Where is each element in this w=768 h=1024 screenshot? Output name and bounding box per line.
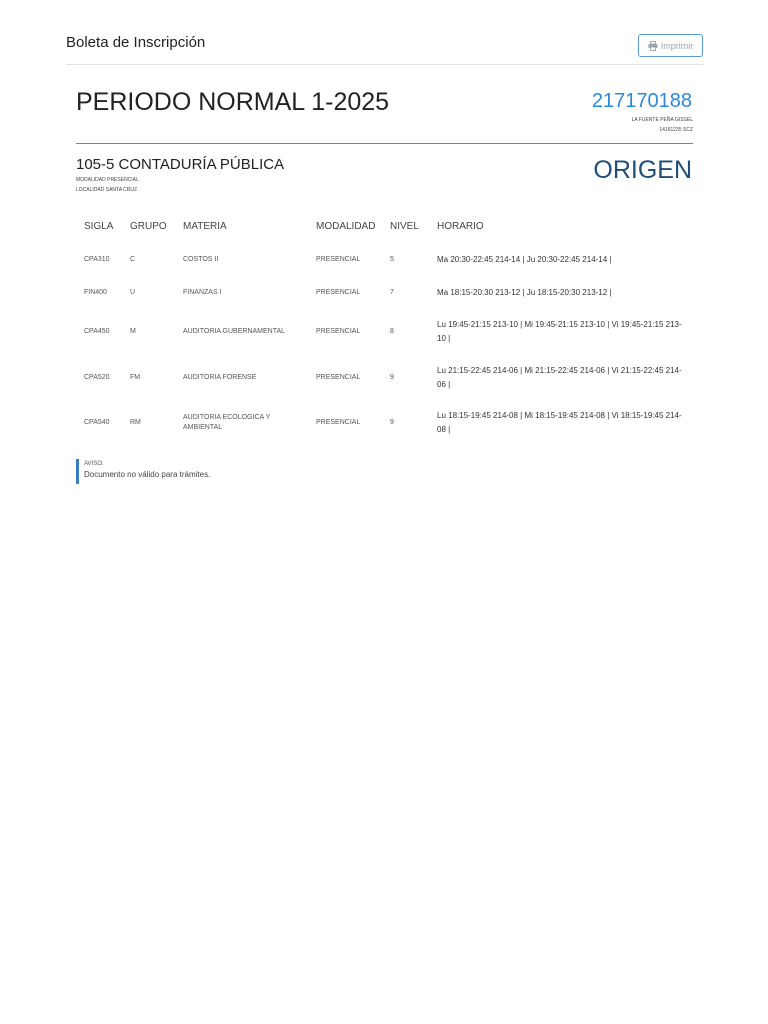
- period-title: PERIODO NORMAL 1-2025: [76, 88, 390, 116]
- cell-materia: AUDITORIA GUBERNAMENTAL: [183, 328, 286, 335]
- column-header-horario: HORARIO: [437, 221, 484, 232]
- notice-label: AVISO:: [84, 461, 104, 467]
- cell-materia: COSTOS II: [183, 256, 219, 263]
- cell-nivel: 9: [390, 419, 394, 426]
- cell-sigla: CPA310: [84, 256, 110, 263]
- cell-grupo: C: [130, 256, 136, 263]
- column-header-modalidad: MODALIDAD: [316, 221, 376, 232]
- student-document: 14161235 SCZ: [659, 127, 693, 133]
- cell-nivel: 8: [390, 328, 394, 335]
- notice-box: [76, 459, 210, 484]
- student-id: 217170188: [591, 90, 692, 112]
- cell-materia: AUDITORIA ECOLOGICA Y AMBIENTAL: [183, 414, 271, 431]
- cell-sigla: CPA540: [84, 419, 110, 426]
- cell-sigla: CPA450: [84, 328, 110, 335]
- cell-grupo: M: [130, 328, 136, 335]
- printer-icon: [648, 41, 658, 51]
- cell-horario: Lu 21:15-22:45 214-06 | Mi 21:15-22:45 214-06 | Vi 21:15-22:45 214-06 |: [437, 366, 682, 389]
- cell-materia: AUDITORIA FORENSE: [183, 374, 257, 381]
- column-header-sigla: SIGLA: [84, 221, 114, 232]
- career-modality: MODALIDAD PRESENCIAL: [76, 177, 139, 183]
- cell-modalidad: PRESENCIAL: [316, 419, 361, 426]
- cell-materia: FINANZAS I: [183, 289, 222, 296]
- cell-sigla: FIN400: [84, 289, 107, 296]
- column-header-materia: MATERIA: [183, 221, 227, 232]
- cell-horario: Lu 19:45-21:15 213-10 | Mi 19:45-21:15 213-10 | Vi 19:45-21:15 213-10 |: [437, 320, 682, 343]
- student-name: LA FUENTE PEÑA GISSEL: [631, 117, 693, 123]
- cell-nivel: 7: [390, 289, 394, 296]
- cell-modalidad: PRESENCIAL: [316, 289, 361, 296]
- print-button[interactable]: [638, 34, 703, 57]
- career-title: 105-5 CONTADURÍA PÚBLICA: [76, 156, 285, 173]
- cell-horario: Lu 18:15-19:45 214-08 | Mi 18:15-19:45 214-08 | Vi 18:15-19:45 214-08 |: [437, 411, 682, 434]
- cell-nivel: 5: [390, 256, 394, 263]
- cell-nivel: 9: [390, 374, 394, 381]
- page-title: Boleta de Inscripción: [66, 34, 206, 51]
- cell-horario: Ma 18:15-20:30 213-12 | Ju 18:15-20:30 213-12 |: [437, 288, 612, 297]
- notice-text: Documento no válido para trámites.: [84, 470, 211, 479]
- cell-modalidad: PRESENCIAL: [316, 328, 361, 335]
- cell-grupo: U: [130, 289, 136, 296]
- cell-horario: Ma 20:30-22:45 214-14 | Ju 20:30-22:45 214-14 |: [437, 255, 612, 264]
- cell-sigla: CPA520: [84, 374, 110, 381]
- cell-modalidad: PRESENCIAL: [316, 256, 361, 263]
- header-bar: [66, 30, 703, 65]
- print-button-label: Imprimir: [660, 40, 694, 51]
- career-locality: LOCALIDAD SANTA CRUZ: [76, 187, 138, 193]
- section-divider: [76, 143, 693, 144]
- origin-label: ORIGEN: [593, 156, 692, 184]
- cell-grupo: RM: [130, 419, 141, 426]
- column-header-nivel: NIVEL: [390, 221, 419, 232]
- cell-grupo: FM: [130, 374, 141, 381]
- column-header-grupo: GRUPO: [130, 221, 167, 232]
- cell-modalidad: PRESENCIAL: [316, 374, 361, 381]
